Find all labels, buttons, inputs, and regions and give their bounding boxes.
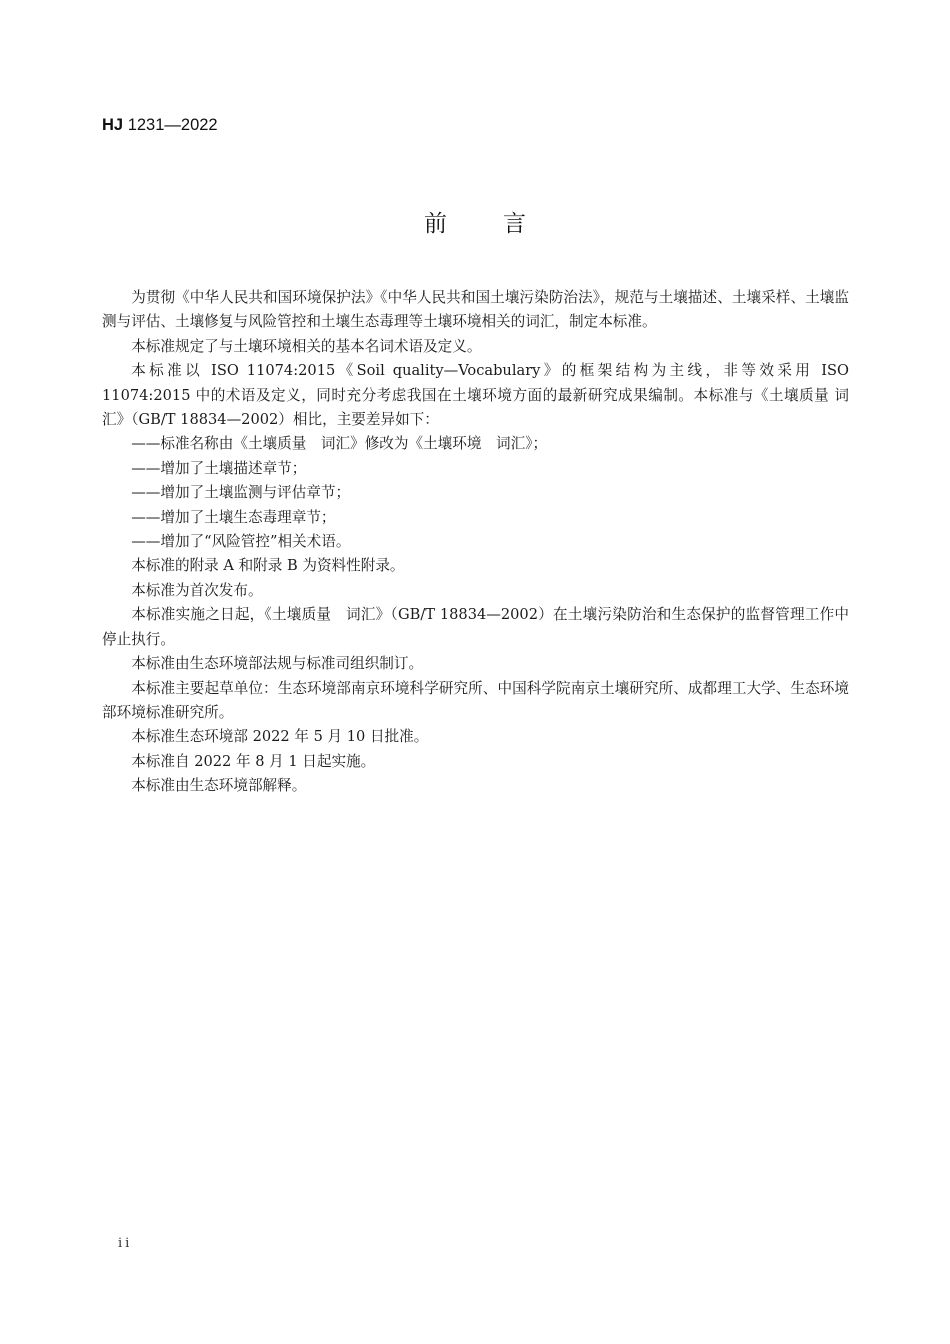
list-item-change: ——增加了“风险管控”相关术语。 xyxy=(131,533,351,551)
paragraph-effective-date: 本标准自 2022 年 8 月 1 日起实施。 xyxy=(131,752,376,770)
paragraph-purpose: 为贯彻《中华人民共和国环境保护法》《中华人民共和国土壤污染防治法》，规范与土壤描述、土壤采样、土壤监测与评估、土壤修复与风险管控和土壤生态毒理等土壤环境相关的词汇，制定本标准。 xyxy=(102,289,849,331)
paragraph-interpretation: 本标准由生态环境部解释。 xyxy=(131,777,307,795)
paragraph-structure: 本标准以 ISO 11074:2015《Soil quality—Vocabulary》的框架结构为主线，非等效采用 ISO 11074:2015 中的术语及定义，同时充分考虑我国在土壤环境方面的最新研究成果编制。本标准与《土壤质量 词汇》（GB/T 18834—2002）相比，主要差异如下： xyxy=(102,362,849,429)
paragraph-organizer: 本标准由生态环境部法规与标准司组织制订。 xyxy=(131,655,424,673)
paragraph-approval-date: 本标准生态环境部 2022 年 5 月 10 日批准。 xyxy=(131,728,429,746)
list-item-change: ——增加了土壤描述章节； xyxy=(131,459,307,477)
standard-code xyxy=(102,116,218,135)
preface-body xyxy=(102,286,849,799)
paragraph-scope: 本标准规定了与土壤环境相关的基本名词术语及定义。 xyxy=(131,337,482,355)
paragraph-replacement: 本标准实施之日起，《土壤质量 词汇》（GB/T 18834—2002）在土壤污染防治和生态保护的监督管理工作中停止执行。 xyxy=(102,606,849,648)
list-item-change: ——增加了土壤监测与评估章节； xyxy=(131,484,351,502)
page-title: 前言 xyxy=(424,211,582,237)
list-item-change: ——增加了土壤生态毒理章节； xyxy=(131,508,336,526)
list-item-change: ——标准名称由《土壤质量 词汇》修改为《土壤环境 词汇》； xyxy=(131,435,548,453)
paragraph-appendix: 本标准的附录 A 和附录 B 为资料性附录。 xyxy=(131,557,405,575)
page-number: ii xyxy=(118,1236,133,1251)
paragraph-first-release: 本标准为首次发布。 xyxy=(131,581,263,599)
standard-number: 1231—2022 xyxy=(127,116,218,134)
standard-prefix: HJ xyxy=(102,116,124,134)
paragraph-drafters: 本标准主要起草单位：生态环境部南京环境科学研究所、中国科学院南京土壤研究所、成都理工大学、生态环境部环境标准研究所。 xyxy=(102,679,849,721)
